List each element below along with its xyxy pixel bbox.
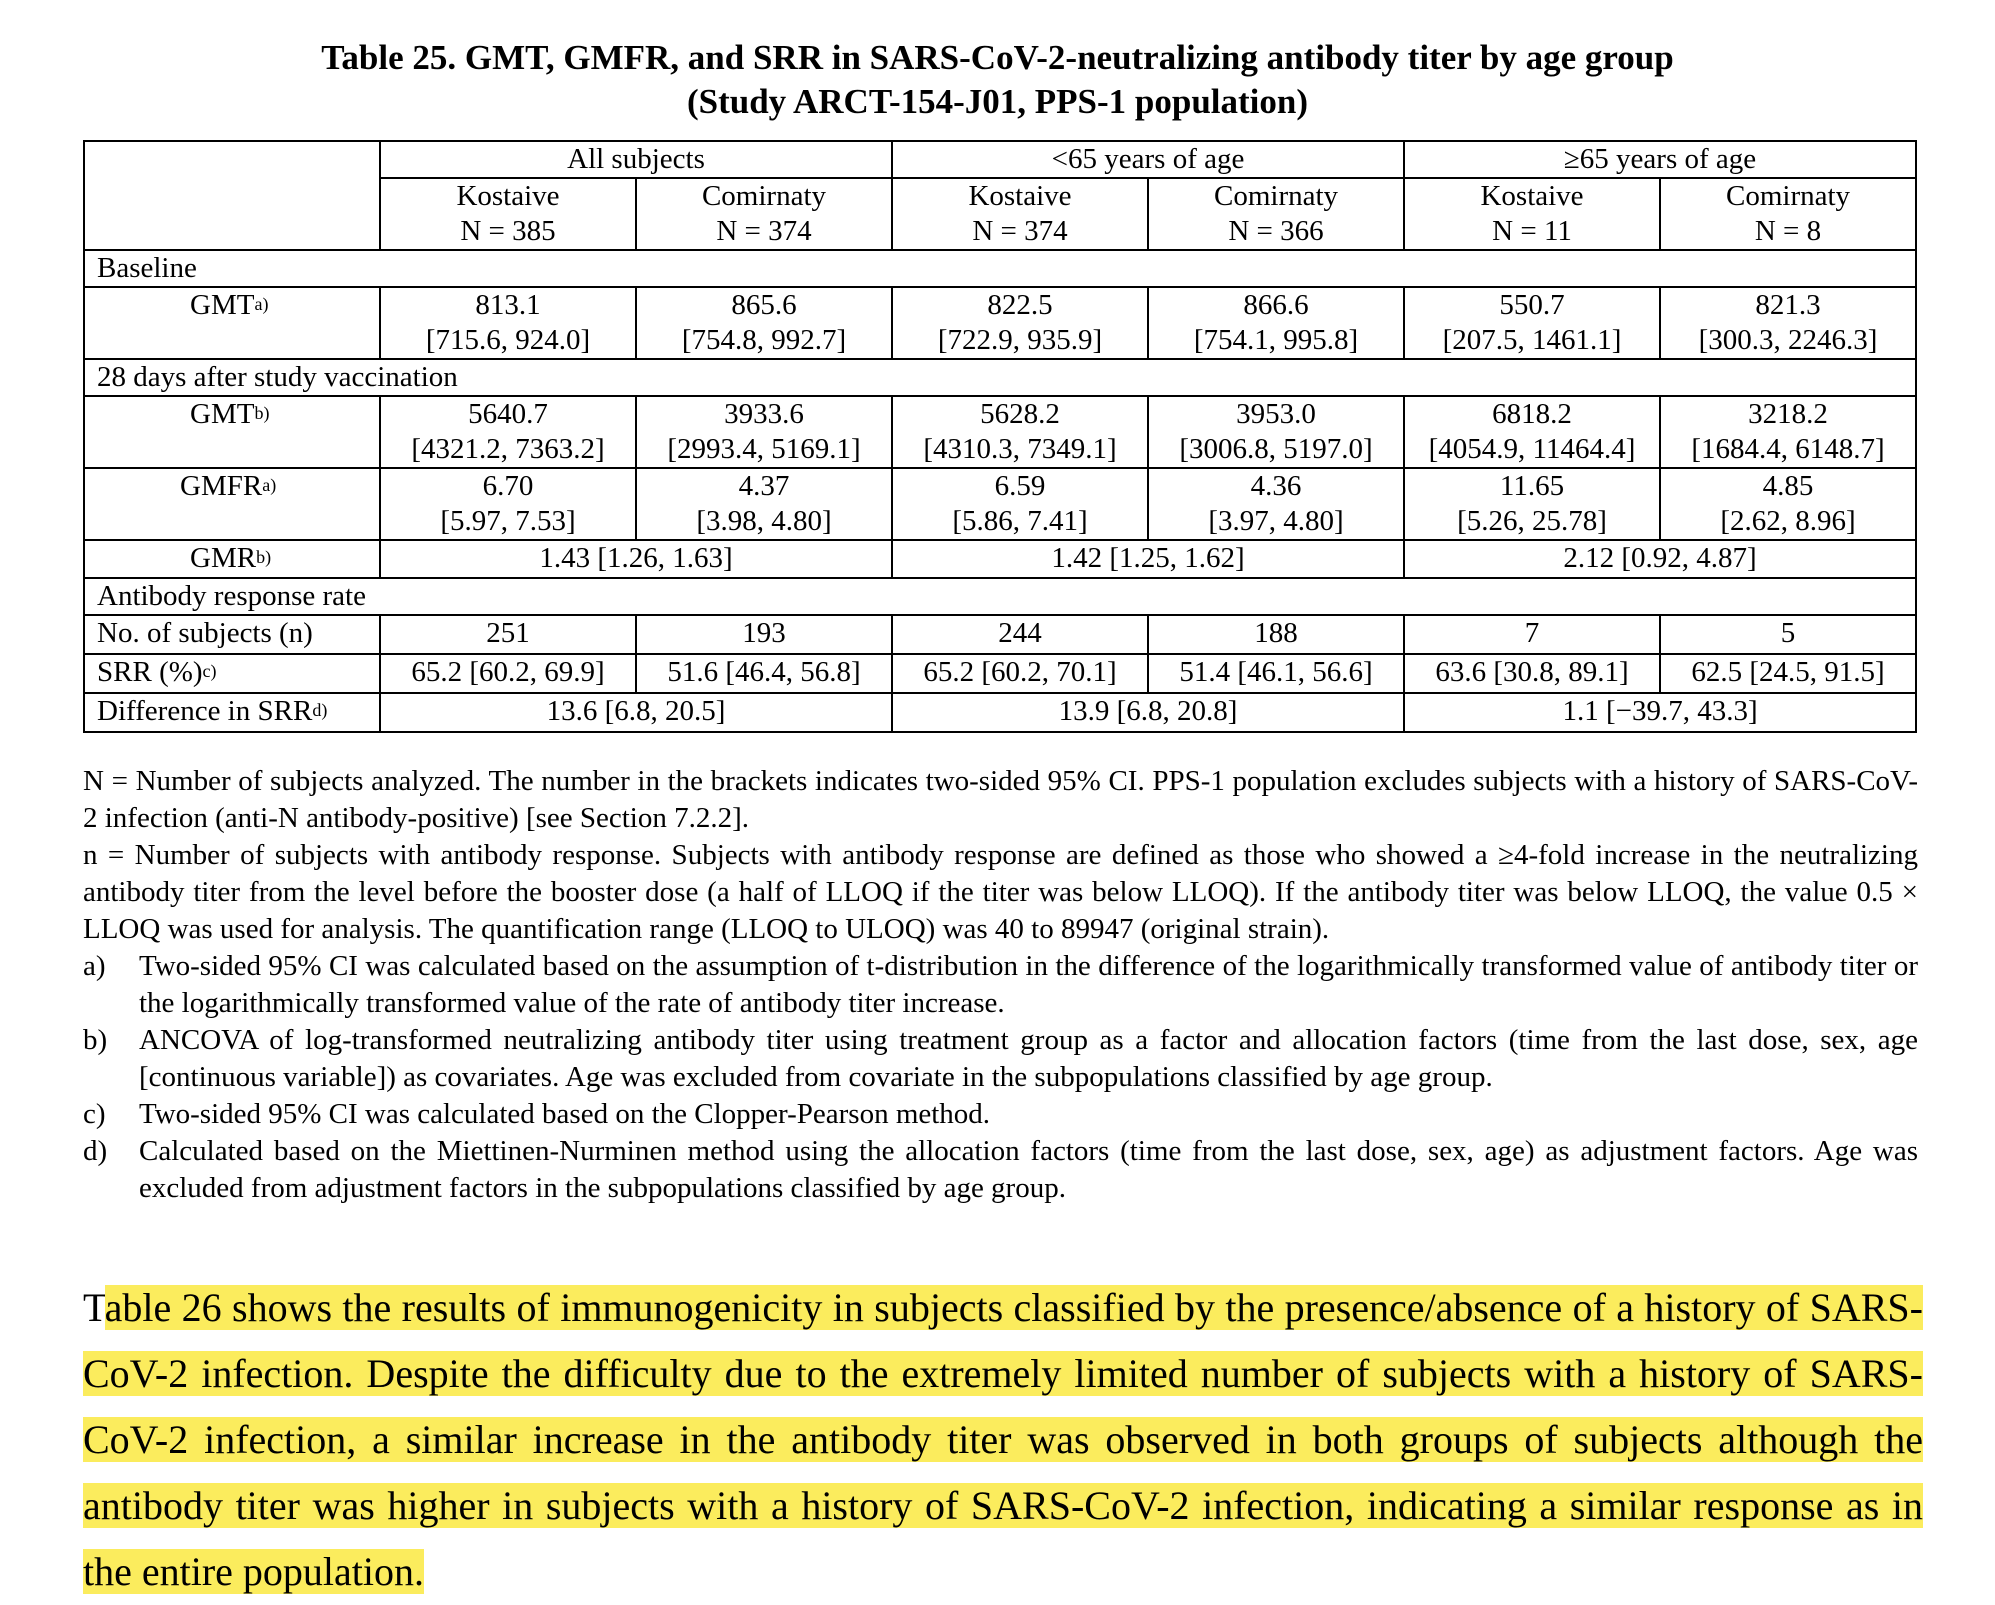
cell-ci: [4054.9, 11464.4] [1428, 433, 1636, 465]
section-row-28-days [84, 359, 1916, 396]
row-label [84, 540, 380, 578]
section-row-baseline [84, 250, 1916, 287]
data-cell: 63.6 [30.8, 89.1] [1404, 654, 1660, 693]
cell-value: 865.6 [731, 289, 797, 321]
note-n-definition: N = Number of subjects analyzed. The number in the brackets indicates two-sided 95% CI. PPS-1 population excludes subjects with a history of SARS-CoV-2 infection (anti-N antibody-positive) [see Section 7.2.2]. [83, 765, 1918, 834]
table-row-gmt-baseline [84, 287, 1916, 359]
table-notes [83, 763, 1918, 1207]
table-row-srr [84, 654, 1916, 693]
cell-value: 6818.2 [1492, 398, 1572, 430]
arm-header [636, 178, 892, 250]
cell-value: 6.59 [994, 470, 1046, 502]
cell-value: 5640.7 [468, 398, 548, 430]
table-row-gmfr [84, 468, 1916, 540]
body-paragraph [83, 1275, 1923, 1605]
data-cell: 13.6 [6.8, 20.5] [380, 693, 892, 732]
data-cell [892, 468, 1148, 540]
cell-ci: [3.98, 4.80] [696, 505, 832, 537]
cell-ci: [4310.3, 7349.1] [923, 433, 1117, 465]
section-label: Baseline [84, 250, 1916, 287]
cell-value: 3953.0 [1236, 398, 1316, 430]
cell-value: 866.6 [1243, 289, 1309, 321]
row-label-text: GMT [190, 289, 255, 321]
cell-value: 4.36 [1250, 470, 1302, 502]
section-label: 28 days after study vaccination [84, 359, 1916, 396]
footnote-text: Two-sided 95% CI was calculated based on the assumption of t-distribution in the difference of the logarithmically transformed value of antibody titer or the logarithmically transformed value of the rate of antibody titer increase. [139, 950, 1918, 1019]
row-label-text: Difference in SRR [97, 695, 313, 727]
footnote [83, 948, 1918, 1022]
data-cell [1660, 468, 1916, 540]
cell-ci: [207.5, 1461.1] [1442, 324, 1622, 356]
data-cell [380, 396, 636, 468]
table-title-line2: (Study ARCT-154-J01, PPS-1 population) [686, 82, 1309, 121]
footnote-ref: b) [254, 403, 270, 423]
data-cell: 244 [892, 615, 1148, 654]
table-row-gmt-28-days [84, 396, 1916, 468]
table-row-subjects [84, 615, 1916, 654]
data-cell [892, 287, 1148, 359]
cell-ci: [5.86, 7.41] [952, 505, 1088, 537]
data-cell: 251 [380, 615, 636, 654]
arm-header [380, 178, 636, 250]
footnote-ref: a) [262, 475, 277, 495]
table-row-srr-difference [84, 693, 1916, 732]
highlighted-text: able 26 shows the results of immunogenicity in subjects classified by the presence/absence of a history of SARS-CoV-2 infection. Despite the difficulty due to the extremely limited number of subjects with a history of SARS-CoV-2 infection, a similar increase in the antibody titer was observed in both groups of subjects although the antibody titer was higher in subjects with a history of SARS-CoV-2 infection, indicating a similar response as in the entire population. [83, 1285, 1923, 1594]
row-label-text: GMR [190, 542, 257, 574]
cell-ci: [1684.4, 6148.7] [1691, 433, 1885, 465]
group-header: ≥65 years of age [1404, 141, 1916, 178]
row-label: No. of subjects (n) [84, 615, 380, 654]
arm-n: N = 8 [1754, 215, 1822, 247]
data-cell: 65.2 [60.2, 70.1] [892, 654, 1148, 693]
arm-header [1404, 178, 1660, 250]
row-label [84, 468, 380, 540]
cell-ci: [300.3, 2246.3] [1698, 324, 1878, 356]
data-cell: 51.4 [46.1, 56.6] [1148, 654, 1404, 693]
data-cell [1404, 287, 1660, 359]
footnote [83, 1096, 1918, 1133]
data-cell [380, 287, 636, 359]
cell-ci: [4321.2, 7363.2] [411, 433, 605, 465]
row-label [84, 396, 380, 468]
cell-value: 813.1 [475, 289, 541, 321]
cell-ci: [754.1, 995.8] [1193, 324, 1359, 356]
arm-n: N = 374 [716, 215, 812, 247]
cell-value: 822.5 [987, 289, 1053, 321]
arm-header [1660, 178, 1916, 250]
cell-ci: [722.9, 935.9] [937, 324, 1103, 356]
data-cell [1660, 396, 1916, 468]
data-cell [1148, 396, 1404, 468]
cell-ci: [3.97, 4.80] [1208, 505, 1344, 537]
group-header-row [84, 141, 1916, 178]
cell-value: 550.7 [1499, 289, 1565, 321]
footnote-text: Two-sided 95% CI was calculated based on the Clopper-Pearson method. [139, 1098, 991, 1130]
note-small-n-definition: n = Number of subjects with antibody response. Subjects with antibody response are defined as those who showed a ≥4-fold increase in the neutralizing antibody titer from the level before the booster dose (a half of LLOQ if the titer was below LLOQ). If the antibody titer was below LLOQ, the value 0.5 × LLOQ was used for analysis. The quantification range (LLOQ to ULOQ) was 40 to 89947 (original strain). [83, 839, 1918, 945]
arm-name: Kostaive [456, 180, 560, 212]
arm-n: N = 11 [1492, 215, 1572, 247]
arm-n: N = 374 [972, 215, 1068, 247]
footnote-key: b) [83, 1024, 108, 1056]
data-cell [1148, 468, 1404, 540]
paragraph-first-letter: T [83, 1285, 105, 1330]
footnote [83, 1133, 1918, 1207]
data-cell: 188 [1148, 615, 1404, 654]
footnote-ref: b) [256, 547, 272, 567]
row-label [84, 654, 380, 693]
cell-ci: [2993.4, 5169.1] [667, 433, 861, 465]
data-cell: 5 [1660, 615, 1916, 654]
row-label-text: GMFR [180, 470, 263, 502]
results-table [83, 140, 1917, 733]
cell-value: 3218.2 [1748, 398, 1828, 430]
section-label: Antibody response rate [84, 578, 1916, 615]
data-cell [380, 468, 636, 540]
row-label-text: SRR (%) [97, 656, 203, 688]
cell-value: 821.3 [1755, 289, 1821, 321]
footnote-text: Calculated based on the Miettinen-Nurminen method using the allocation factors (time from the last dose, sex, age) as adjustment factors. Age was excluded from adjustment factors in the subpopulations classified by age group. [139, 1135, 1918, 1204]
row-label-text: GMT [190, 398, 255, 430]
data-cell: 65.2 [60.2, 69.9] [380, 654, 636, 693]
data-cell [892, 396, 1148, 468]
arm-name: Kostaive [1480, 180, 1584, 212]
cell-ci: [3006.8, 5197.0] [1179, 433, 1373, 465]
data-cell: 1.1 [−39.7, 43.3] [1404, 693, 1916, 732]
section-row-response-rate [84, 578, 1916, 615]
arm-name: Kostaive [968, 180, 1072, 212]
footnote-key: c) [83, 1098, 106, 1130]
data-cell: 51.6 [46.4, 56.8] [636, 654, 892, 693]
table-title-line1: Table 25. GMT, GMFR, and SRR in SARS-CoV-2-neutralizing antibody titer by age group [321, 38, 1674, 77]
group-header: All subjects [380, 141, 892, 178]
arm-n: N = 385 [460, 215, 556, 247]
arm-header [1148, 178, 1404, 250]
cell-value: 5628.2 [980, 398, 1060, 430]
data-cell: 193 [636, 615, 892, 654]
data-cell [636, 396, 892, 468]
header-corner-cell [84, 141, 380, 250]
data-cell [1148, 287, 1404, 359]
data-cell [1404, 468, 1660, 540]
cell-value: 6.70 [482, 470, 534, 502]
cell-ci: [715.6, 924.0] [425, 324, 591, 356]
arm-n: N = 366 [1228, 215, 1324, 247]
group-header: <65 years of age [892, 141, 1404, 178]
footnote-key: d) [83, 1135, 108, 1167]
cell-value: 11.65 [1499, 470, 1565, 502]
footnote-ref: d) [312, 700, 328, 720]
data-cell [636, 287, 892, 359]
cell-value: 3933.6 [724, 398, 804, 430]
cell-ci: [754.8, 992.7] [681, 324, 847, 356]
data-cell: 1.42 [1.25, 1.62] [892, 540, 1404, 578]
footnote-text: ANCOVA of log-transformed neutralizing antibody titer using treatment group as a factor and allocation factors (time from the last dose, sex, age [continuous variable]) as covariates. Age was excluded from covariate in the subpopulations classified by age group. [139, 1024, 1918, 1093]
row-label [84, 693, 380, 732]
footnote-ref: c) [202, 661, 217, 681]
data-cell [1660, 287, 1916, 359]
table-row-gmr [84, 540, 1916, 578]
data-cell: 13.9 [6.8, 20.8] [892, 693, 1404, 732]
data-cell: 7 [1404, 615, 1660, 654]
arm-name: Comirnaty [701, 180, 827, 212]
footnote-ref: a) [254, 294, 269, 314]
footnote-key: a) [83, 950, 106, 982]
cell-ci: [2.62, 8.96] [1720, 505, 1856, 537]
cell-value: 4.85 [1762, 470, 1814, 502]
arm-header [892, 178, 1148, 250]
table-title [0, 36, 1995, 124]
arm-name: Comirnaty [1726, 180, 1851, 212]
cell-value: 4.37 [738, 470, 790, 502]
data-cell [1404, 396, 1660, 468]
data-cell: 1.43 [1.26, 1.63] [380, 540, 892, 578]
footnote [83, 1022, 1918, 1096]
data-cell [636, 468, 892, 540]
data-cell: 2.12 [0.92, 4.87] [1404, 540, 1916, 578]
cell-ci: [5.97, 7.53] [440, 505, 576, 537]
arm-name: Comirnaty [1213, 180, 1339, 212]
cell-ci: [5.26, 25.78] [1457, 505, 1607, 537]
row-label [84, 287, 380, 359]
data-cell: 62.5 [24.5, 91.5] [1660, 654, 1916, 693]
